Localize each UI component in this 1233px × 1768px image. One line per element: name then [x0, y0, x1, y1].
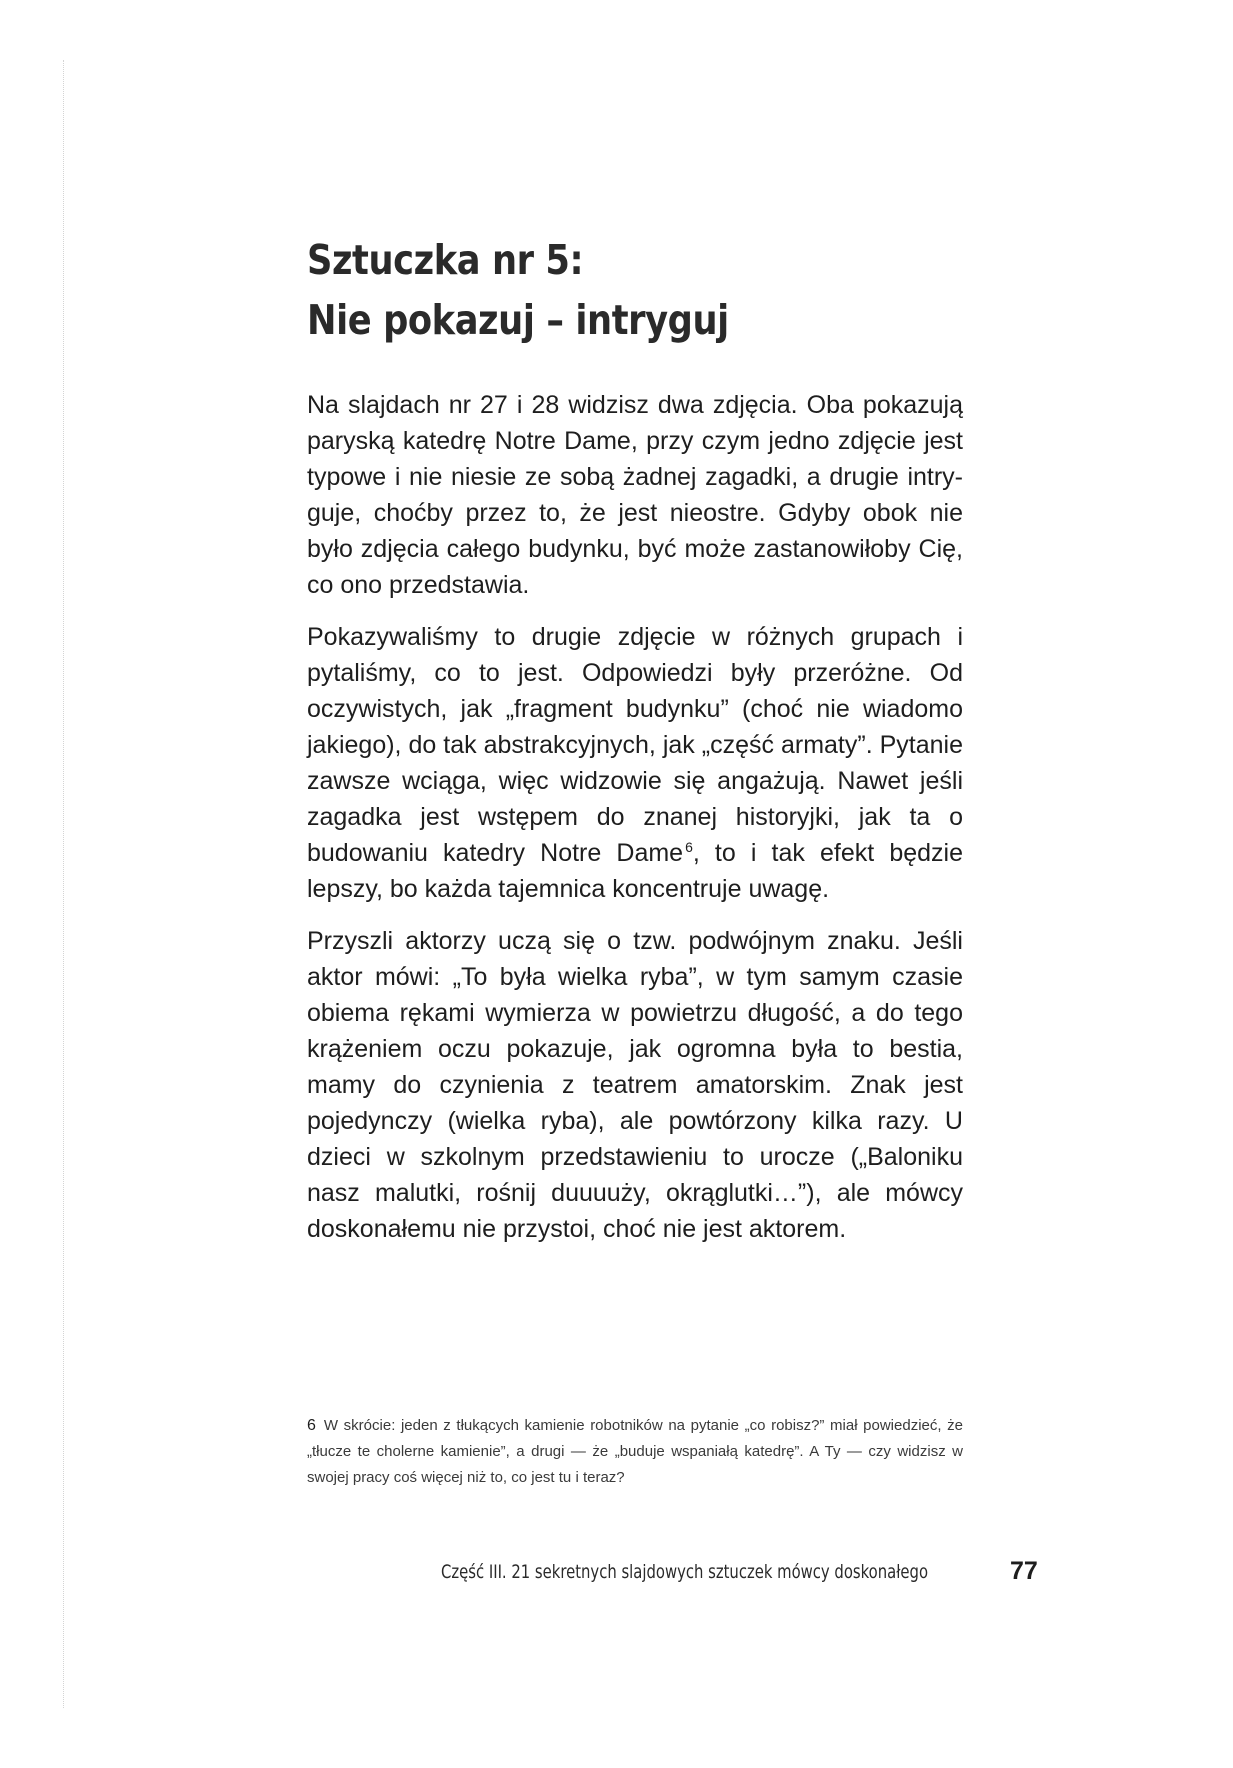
- body-text: [307, 387, 963, 1263]
- paragraph-1: Na slajdach nr 27 i 28 widzisz dwa zdjęcia. Oba pokazują paryską katedrę Notre Dame, przy czym jedno zdjęcie jest typowe i nie niesie ze sobą żadnej zagadki, a drugie intryguje, choćby przez to, że jest nieostre. Gdyby obok nie było zdjęcia całego budynku, być może zastanowiłoby Cię, co ono przedstawia.: [307, 391, 963, 599]
- chapter-title-line-1: Sztuczka nr 5:: [307, 236, 584, 284]
- footnote-text: W skrócie: jeden z tłukących kamienie robotników na pytanie „co robisz?” miał powiedzieć, że „tłucze te cholerne kamienie”, a drugi — że „buduje wspaniałą katedrę”. A Ty — czy widzisz w swojej pracy coś więcej niż to, co jest tu i teraz?: [307, 1417, 963, 1486]
- paragraph-2-text-end: , to i tak efekt będzie lepszy, bo każda tajemnica koncentruje uwagę.: [307, 839, 964, 903]
- chapter-title: [307, 230, 892, 350]
- page-edge: [63, 60, 64, 1708]
- footnote: [307, 1413, 963, 1491]
- running-footer: Część III. 21 sekretnych slajdowych sztuczek mówcy doskonałego: [441, 1561, 929, 1583]
- paragraph-2-text-start: Pokazywaliśmy to drugie zdjęcie w różnych grupach i pytaliśmy, co to jest. Odpowiedzi były przeróżne. Od oczywistych, jak „fragment budynku” (choć nie wiadomo jakiego), do tak abstrakcyjnych, jak „część armaty”. Pytanie zawsze wciąga, więc widzowie się angażują. Nawet jeśli zagadka jest wstępem do znanej historyjki, jak ta o budowaniu katedry Notre Dame: [307, 623, 963, 867]
- paragraph-3: Przyszli aktorzy uczą się o tzw. podwójnym znaku. Jeśli aktor mówi: „To była wielka ryba”, w tym samym czasie obiema rękami wymierza w powietrzu długość, a do tego krążeniem oczu pokazuje, jak ogromna była to bestia, mamy do czynienia z teatrem amatorskim. Znak jest pojedynczy (wielka ryba), ale powtórzony kilka razy. U dzieci w szkolnym przedstawieniu to urocze („Baloniku nasz malutki, rośnij duuuuży, okrąglutki…”), ale mówcy doskonałemu nie przystoi, choć nie jest aktorem.: [307, 927, 963, 1243]
- paragraph-2: [307, 619, 963, 907]
- footnote-reference[interactable]: 6: [685, 838, 693, 855]
- footnote-number: 6: [307, 1417, 316, 1434]
- page-number: 77: [1010, 1557, 1038, 1585]
- chapter-title-line-2: Nie pokazuj – intryguj: [307, 296, 729, 344]
